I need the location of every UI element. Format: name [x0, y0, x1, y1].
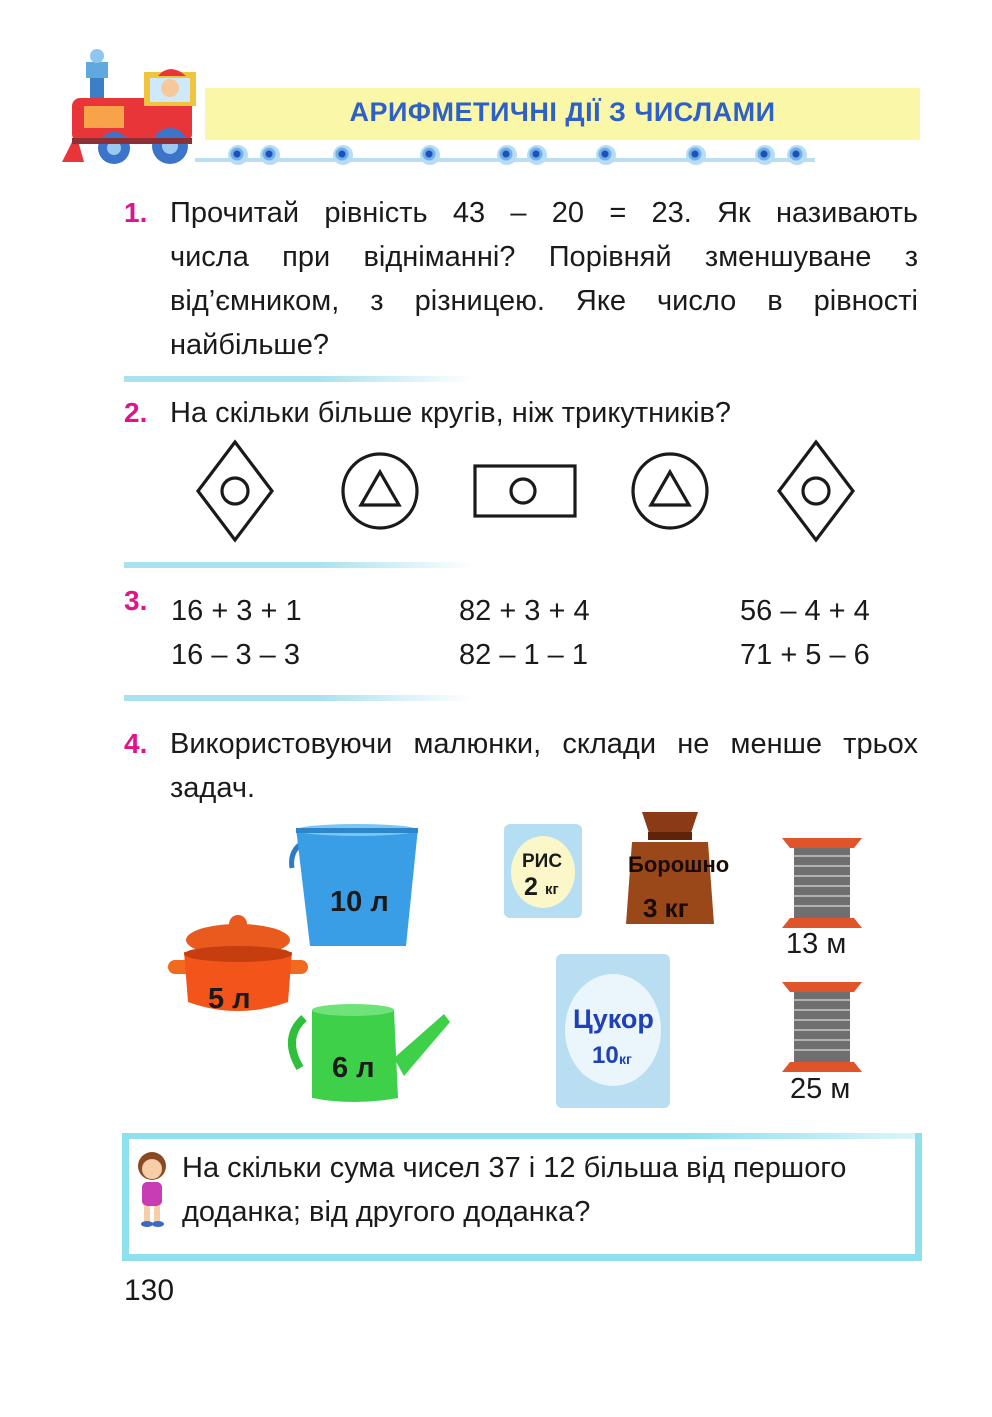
expression: 16 – 3 – 3 [171, 639, 300, 671]
wheel-icon [420, 145, 440, 165]
spool-label: 13 м [786, 928, 847, 960]
task4-text [170, 722, 918, 810]
wheel-icon [527, 145, 547, 165]
page-title: АРИФМЕТИЧНІ ДІЇ З ЧИСЛАМИ [349, 97, 776, 127]
task2-text: На скільки більше кругів, ніж трикутників? [170, 397, 731, 429]
wheel-icon [596, 145, 616, 165]
bucket-label: 10 л [330, 886, 389, 918]
wheel-icon [260, 145, 280, 165]
task1-line: Прочитай рівність 43 – 20 = 23. Як називають [170, 197, 918, 229]
question-box-top-border [122, 1133, 922, 1139]
wheel-icon [755, 145, 775, 165]
expression: 71 + 5 – 6 [740, 639, 870, 671]
watering-can-label: 6 л [332, 1052, 375, 1084]
diamond-with-circle-shape [198, 442, 272, 540]
rice-unit: кг [545, 881, 559, 898]
wheel-icon [333, 145, 353, 165]
task4-number: 4. [124, 728, 148, 759]
rectangle-with-circle-shape [475, 466, 575, 516]
sugar-unit: кг [619, 1051, 632, 1067]
question-line: На скільки сума чисел 37 і 12 більша від першого [182, 1152, 847, 1184]
spool-picture [782, 982, 864, 1074]
shapes-figure [190, 436, 870, 546]
flour-amount: 3 кг [643, 893, 689, 923]
task1-number: 1. [124, 197, 148, 228]
sugar-name: Цукор [573, 1004, 654, 1034]
expression: 82 – 1 – 1 [459, 639, 588, 671]
task4-line: Використовуючи малюнки, склади не менше трьох [170, 728, 918, 760]
task4-line: задач. [170, 772, 256, 804]
circle-with-triangle-shape [633, 454, 707, 528]
task1-line: найбільше? [170, 329, 329, 361]
expression: 16 + 3 + 1 [171, 595, 302, 627]
task1-line: числа при відніманні? Порівняй зменшуване з [170, 241, 918, 273]
divider [124, 562, 474, 568]
page-number: 130 [124, 1274, 175, 1307]
sugar-amount: 10 [592, 1042, 619, 1069]
wheel-icon [228, 145, 248, 165]
circle-with-triangle-shape [343, 454, 417, 528]
train-icon [62, 42, 212, 172]
divider [124, 376, 474, 382]
wheel-icon [787, 145, 807, 165]
rice-amount: 2 [524, 873, 538, 901]
wheel-icon [686, 145, 706, 165]
expression: 56 – 4 + 4 [740, 595, 870, 627]
task1-line: від’ємником, з різницею. Яке число в рівності [170, 285, 918, 317]
question-line: доданка; від другого доданка? [182, 1196, 591, 1228]
rice-name: РИС [522, 851, 563, 872]
wheel-icon [497, 145, 517, 165]
task1-text [170, 191, 918, 367]
diamond-with-circle-shape [779, 442, 853, 540]
spool-picture [782, 838, 864, 930]
task2-number: 2. [124, 397, 148, 428]
spool-label: 25 м [790, 1073, 851, 1105]
girl-icon [130, 1148, 176, 1230]
task3-number: 3. [124, 585, 148, 616]
flour-name: Борошно [628, 852, 730, 877]
expression: 82 + 3 + 4 [459, 595, 590, 627]
pot-label: 5 л [208, 983, 251, 1015]
divider [124, 695, 474, 701]
